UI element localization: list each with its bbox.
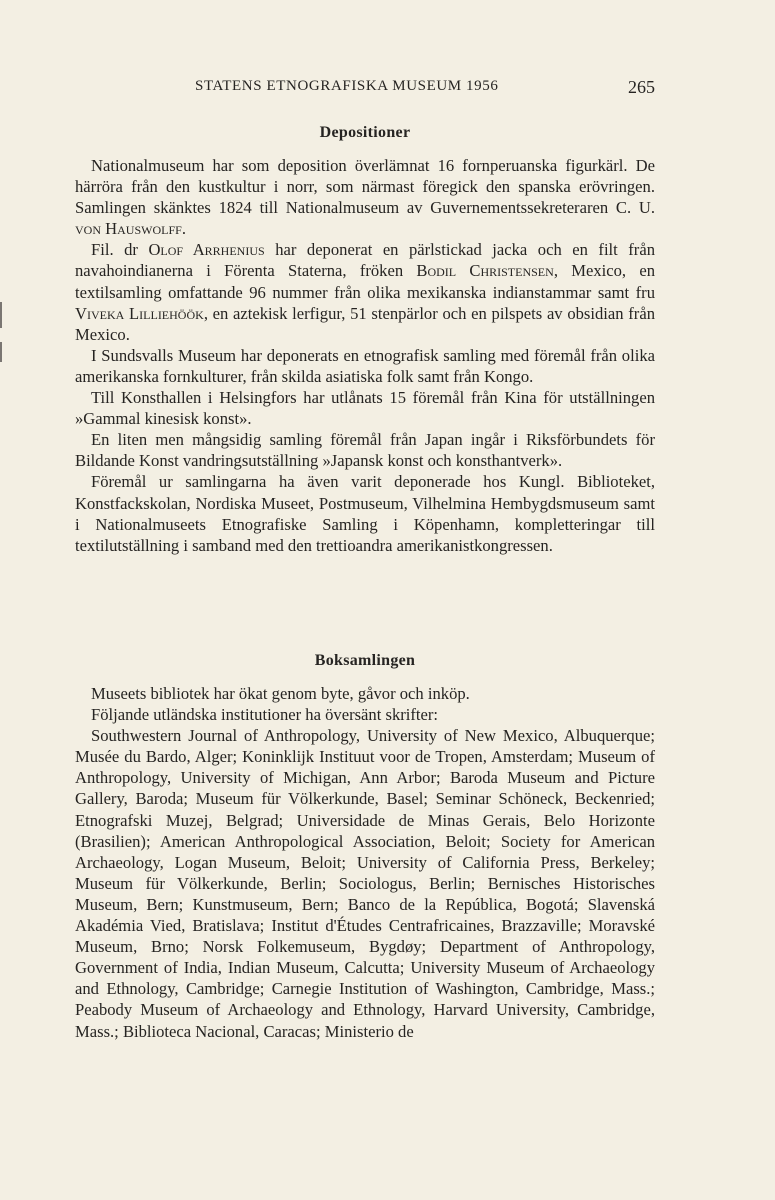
section-title-depositioner: Depositioner (319, 124, 411, 141)
paragraph: En liten men mångsidig samling föremål från Japan ingår i Riksförbundets för Bildande Konst vandringsutställning »Japansk konst och konsthantverk». (75, 430, 655, 471)
person-name: Bodil Christensen (416, 261, 554, 281)
paragraph: Föremål ur samlingarna ha även varit deponerade hos Kungl. Biblioteket, Konstfackskolan, Nordiska Museet, Postmuseum, Vilhelmina Hembygdsmuseum samt i Nationalmuseets Etnografiske Samling i Köpenhamn, kompletteringar till textilutställning i samband med den trettioandra amerikanistkongressen. (75, 472, 655, 555)
margin-mark (0, 302, 2, 328)
running-title: STATENS ETNOGRAFISKA MUSEUM 1956 (195, 78, 499, 94)
paragraph: Följande utländska institutioner ha översänt skrifter: (91, 705, 439, 725)
person-name: von Hauswolff (75, 219, 182, 239)
paragraph: Museets bibliotek har ökat genom byte, gåvor och inköp. (91, 684, 470, 703)
paragraph: I Sundsvalls Museum har deponerats en etnografisk samling med föremål från olika amerikanska fornkulturer, från skilda asiatiska folk samt från Kongo. (75, 345, 655, 386)
page-number: 265 (628, 77, 655, 97)
section-title-boksamlingen: Boksamlingen (314, 652, 416, 669)
paragraph: Fil. dr Olof Arrhenius har deponerat en pärlstickad jacka och en filt från navahoindianerna i Förenta Staterna, fröken Bodil Christensen, Mexico, en textilsamling omfattande 96 nummer från olika mexikanska indianstammar samt fru Viveka Lilliehöök, en aztekisk lerfigur, 51 stenpärlor och en pilspets av obsidian från Mexico. (75, 240, 655, 344)
person-name: Viveka Lilliehöök (75, 303, 204, 323)
margin-mark (0, 342, 2, 362)
boksamlingen-body (75, 683, 655, 1042)
paragraph: Nationalmuseum har som deposition överlämnat 16 fornperuanska figurkärl. De härröra från den kustkultur i norr, som närmast föregick den spanska erövringen. Samlingen skänktes 1824 till Nationalmuseum av Guvernementssekreteraren C. U. von Hauswolff. (75, 156, 655, 239)
person-name: Olof Arrhenius (148, 240, 265, 260)
paragraph: Till Konsthallen i Helsingfors har utlånats 15 föremål från Kina för utställningen »Gammal kinesisk konst». (75, 388, 655, 429)
paragraph: Southwestern Journal of Anthropology, University of New Mexico, Albuquerque; Musée du Bardo, Alger; Koninklijk Instituut voor de Tropen, Amsterdam; Museum of Anthropology, University of Michigan, Ann Arbor; Baroda Museum and Picture Gallery, Baroda; Museum für Völkerkunde, Basel; Seminar Schöneck, Beckenried; Etnografski Muzej, Belgrad; Universidade de Minas Gerais, Belo Horizonte (Brasilien); American Anthropological Association, Beloit; Society for American Archaeology, Logan Museum, Beloit; University of California Press, Berkeley; Museum für Völkerkunde, Berlin; Sociologus, Berlin; Bernisches Historisches Museum, Bern; Kunstmuseum, Bern; Banco de la República, Bogotá; Slavenská Akadémia Vied, Bratislava; Institut d'Études Centrafricaines, Brazzaville; Moravské Museum, Brno; Norsk Folkemuseum, Bygdøy; Department of Anthropology, Government of India, Indian Museum, Calcutta; University Museum of Archaeology and Ethnology, Cambridge; Carnegie Institution of Washington, Cambridge, Mass.; Peabody Museum of Archaeology and Ethnology, Harvard University, Cambridge, Mass.; Biblioteca Nacional, Caracas; Ministerio de (75, 726, 655, 1041)
depositioner-body (75, 155, 655, 556)
